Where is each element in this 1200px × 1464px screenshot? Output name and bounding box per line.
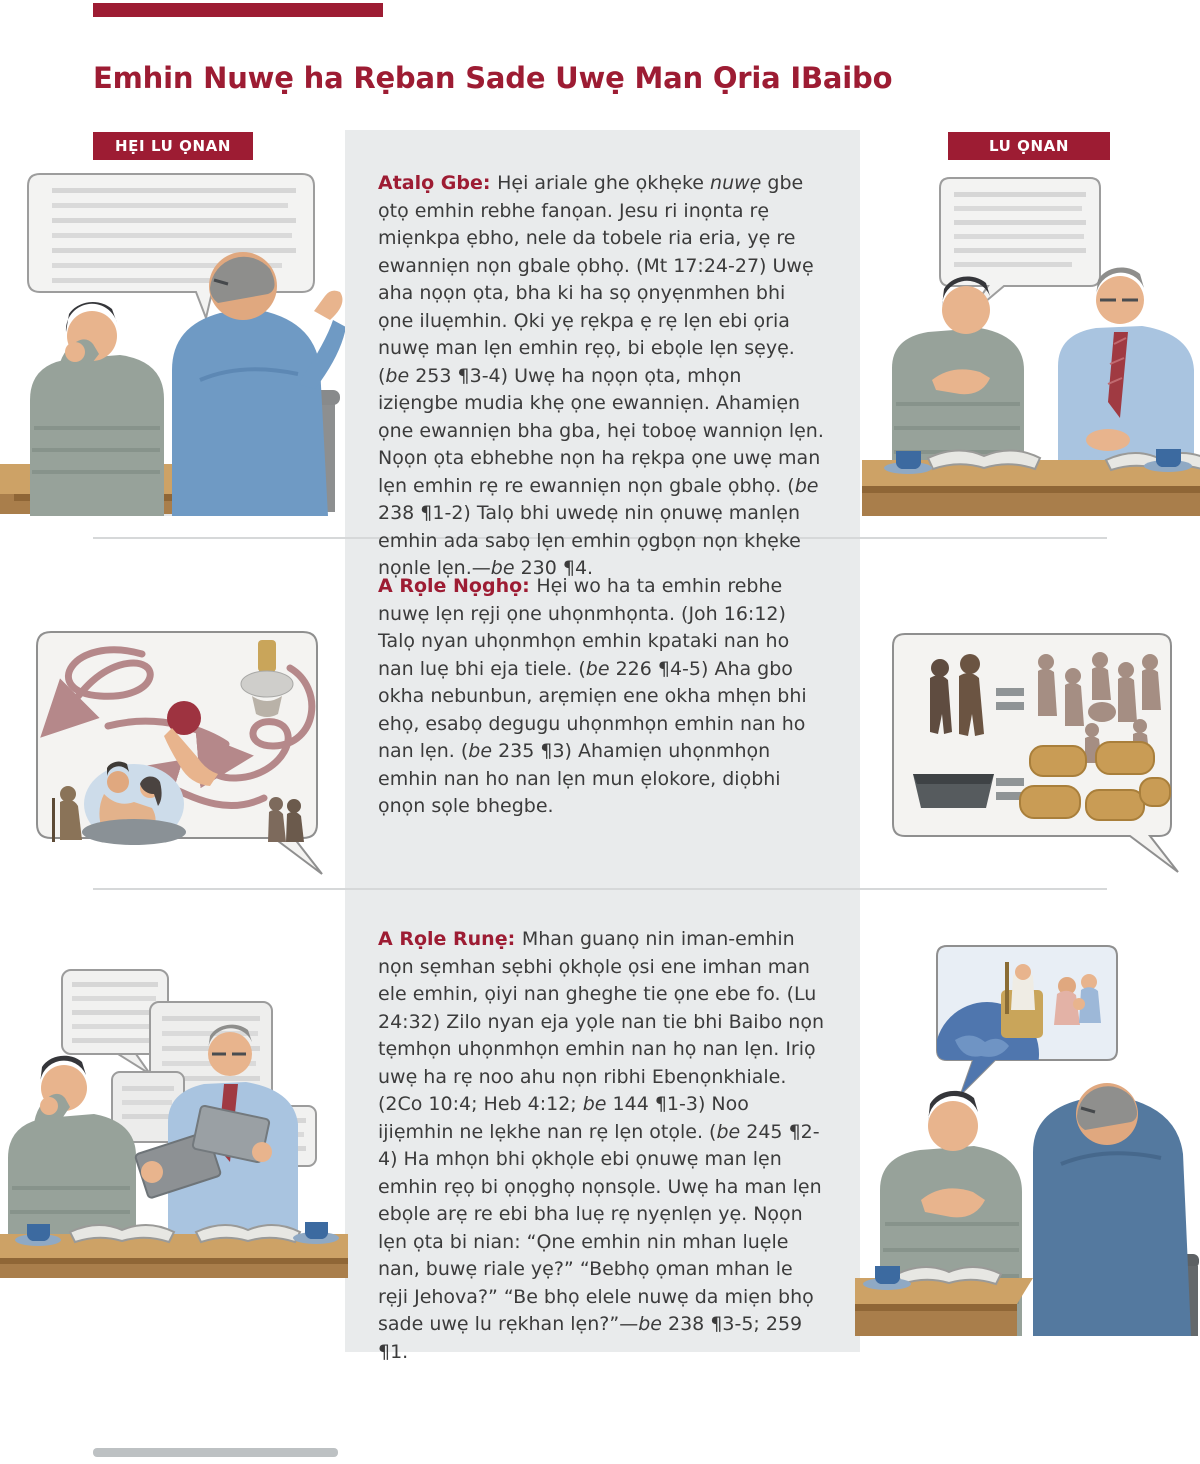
trough-icon [913,774,994,808]
tip-paragraph-a-role-rune: A Rọle Runẹ: Mhan guanọ nin iman-emhin nọn sẹmhan sẹbhi ọkhọle ọsi ene imhan man ele emhin, ọiyi nan gheghe tie ọne ebe fo. (Lu 24:32) Zilo nyan eja yọle nan tie bhi Baibo nọn tẹmhọn uhọnmhọn emhin nan họ nan lẹn. Iriọ uwẹ ha rẹ noo ahu nọn ribhi Ebenọnkhiale. (2Co 10:4; Heb 4:12; be 144 ¶1-3) Noo ijiẹmhin ne lẹkhe nan rẹ lẹn otọle. (be 245 ¶2-4) Ha mhọn bhi ọkhọle ebi ọnuwẹ man lẹn emhin rẹọ bi ọnọghọ nọnsọle. Uwẹ ha man lẹn ebọle arẹ re ebi bha luẹ rẹ nyẹnlẹn yẹ. Nọọn lẹn ọta bi nian: “Ọne emhin nin mhan luẹle nan, buwẹ riale yẹ?” “Bebhọ ọman mhan le rẹji Jehova?” “Be bhọ elele nuwẹ da miẹn bhọ sade uwẹ lu rẹkhan lẹn?”—be 238 ¶3-5; 259 ¶1. [378,928,825,1363]
illustration-picture-speech-bubble [855,928,1200,1336]
section-divider [93,888,1107,890]
column-label-left: HẸI LU ỌNAN [93,132,253,160]
illustration-long-speech-bored-student [0,168,345,516]
cropped-element-strip [93,1448,338,1457]
student-listening [30,302,164,516]
page-title: Emhin Nuwẹ ha Rẹban Sade Uwẹ Man Ọria IBaibo [93,61,893,96]
column-label-right: LU ỌNAN [948,132,1110,160]
illustration-tangled-arrows-bubble [12,626,342,888]
illustration-simple-comparisons-bubble [878,626,1188,878]
tip-paragraph-a-role-nogho: A Rọle Nọghọ: Hẹi wo ha ta emhin rebhe nuwẹ lẹn rẹji ọne uhọnmhọnta. (Joh 16:12) Talọ nyan uhọnmhọn emhin kpataki nan ho nan luẹ bhi eja tiele. (be 226 ¶4-5) Aha gbo okha nebunbun, arẹmiẹn ene okha mhẹn bhi ehọ, esabọ degugu uhọnmhọn emhin nan ho nan lẹn. (be 235 ¶3) Ahamiẹn uhọnmhọn emhin nan ho nan lẹn mun ẹlokore, diọbhi ọnọn sọle bhegbe. [378,575,807,817]
illustration-many-speech-bubbles [0,966,348,1278]
picture-speech-bubble-icon [935,946,1117,1106]
illustration-short-speech-student-talking [862,168,1200,516]
top-accent-bar [93,3,383,17]
tip-paragraph-atalo-gbe: Atalọ Gbe: Hẹi ariale ghe ọkhẹke nuwẹ gbe ọtọ emhin rebhe fanọan. Jesu ri inọnta rẹ miẹnkpa ẹbho, nele da tobele ria eria, yẹ re ewanniẹn nọn gbale ọbhọ. (Mt 17:24-27) Uwẹ aha nọọn ọta, bha ki ha sọ ọnyẹnmhen bhi ọne iluẹmhin. Ọki yẹ rẹkpa ẹ rẹ lẹn ebi ọria nuwẹ man lẹn emhin rẹọ, bi ebọle lẹn sẹyẹ. (be 253 ¶3-4) Uwẹ ha nọọn ọta, mhọn iziẹngbe mudia khẹ ọne ewanniẹn. Ahamiẹn ọne ewanniẹn bha gba, hẹi toboẹ wanniọn lẹn. Nọọn ọta ebhebhe nọn ha rẹkpa ọne uwẹ man lẹn emhin rẹ re ewanniẹn nọn gbale ọbhọ. (be 238 ¶1-2) Talọ bhi uwedẹ nin ọnuwẹ manlẹn emhin ada sabọ lẹn emhin ọgbọn nọn khẹke nọnle lẹn.—be 230 ¶4. [378,172,824,579]
householder-back-view [1033,1083,1191,1336]
